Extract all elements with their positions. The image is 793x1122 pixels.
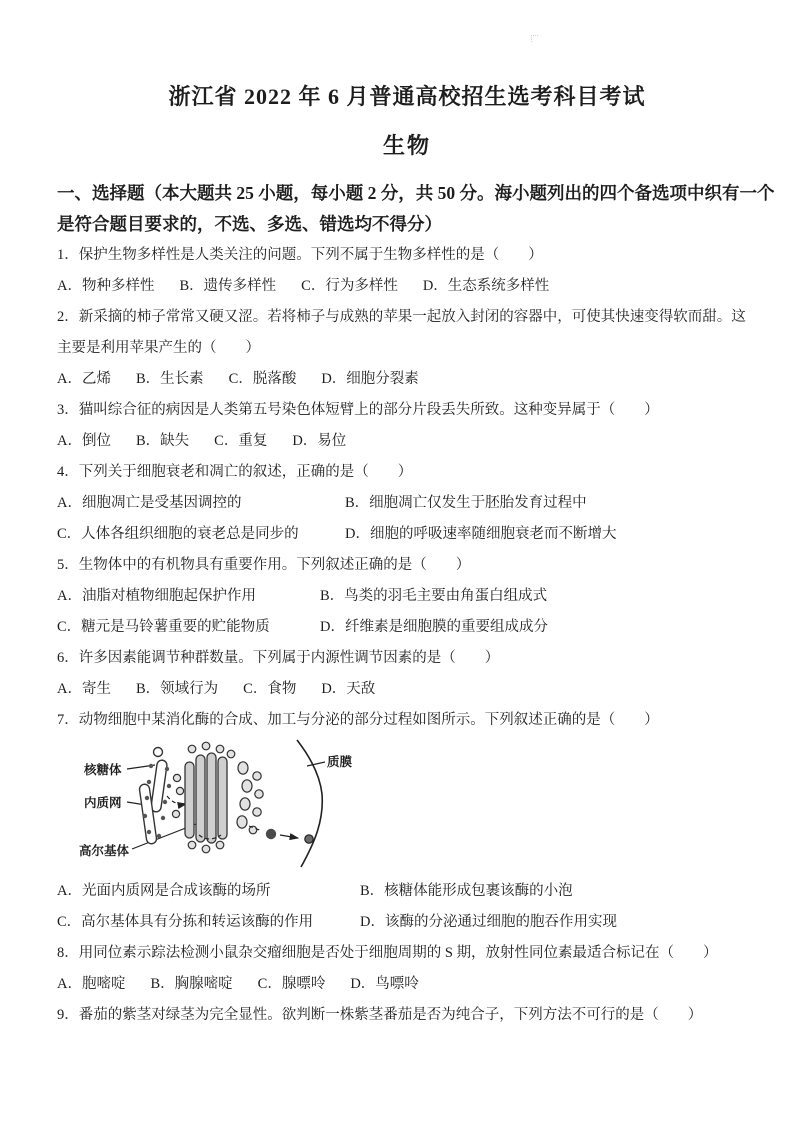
- option-b: B．遗传多样性: [179, 278, 277, 294]
- er-drawing: [139, 748, 171, 845]
- question-4-options-row2: [57, 519, 757, 550]
- question-6: [57, 643, 757, 705]
- question-2-stem-line1: 2．新采摘的柿子常常又硬又涩。若将柿子与成熟的苹果一起放入封闭的容器中，可使其快速变得软而甜。这: [57, 309, 746, 325]
- question-5-stem: 5．生物体中的有机物具有重要作用。下列叙述正确的是（ ）: [57, 557, 471, 573]
- option-c: C．重复: [214, 433, 268, 449]
- secretory-vesicle-dot: [266, 829, 276, 839]
- option-b: B．核糖体能形成包裹该酶的小泡: [360, 883, 573, 899]
- subject-title: 生物: [382, 133, 431, 158]
- vesicle-to-membrane-arrow: [280, 835, 298, 838]
- option-c: C．脱落酸: [228, 371, 297, 387]
- membrane-leader-line: [307, 762, 325, 766]
- transport-vesicles: [172, 774, 183, 817]
- scan-artifact: [531, 35, 538, 42]
- question-1-options: [57, 271, 757, 302]
- question-9-stem: 9．番茄的紫茎对绿茎为完全显性。欲判断一株紫茎番茄是否为纯合子，下列方法不可行的是（ ）: [57, 1007, 703, 1023]
- membrane-label: 质膜: [327, 755, 353, 769]
- er-top-vesicle: [154, 748, 163, 757]
- question-7-stem: 7．动物细胞中某消化酶的合成、加工与分泌的部分过程如图所示。下列叙述正确的是（ ）: [57, 712, 659, 728]
- option-c: C．腺嘌呤: [257, 976, 326, 992]
- golgi-cisterna: [207, 753, 216, 843]
- question-2-options: [57, 364, 757, 395]
- question-3-options: [57, 426, 757, 457]
- fusing-vesicle: [305, 835, 313, 843]
- golgi-apparatus-drawing: [185, 742, 263, 853]
- option-d: D．该酶的分泌通过细胞的胞吞作用实现: [360, 914, 617, 930]
- option-c: C．人体各组织细胞的衰老总是同步的: [57, 526, 299, 542]
- option-b: B．鸟类的羽毛主要由角蛋白组成式: [320, 588, 548, 604]
- er-label: 内质网: [84, 796, 122, 810]
- question-7-options-row1: [57, 876, 757, 907]
- plasma-membrane-curve: [297, 740, 322, 867]
- question-4-options-row1: [57, 488, 757, 519]
- question-8-stem: 8．用同位素示踪法检测小鼠杂交瘤细胞是否处于细胞周期的 S 期，放射性同位素最适合标记在（ ）: [57, 945, 718, 961]
- option-d: D．细胞分裂素: [321, 371, 419, 387]
- option-b: B．生长素: [135, 371, 204, 387]
- option-d: D．天敌: [321, 681, 376, 697]
- option-d: D．易位: [292, 433, 347, 449]
- question-7: [57, 705, 757, 938]
- question-8-options: [57, 969, 757, 1000]
- option-c: C．高尔基体具有分拣和转运该酶的作用: [57, 914, 314, 930]
- question-9: [57, 1000, 757, 1031]
- option-a: A．胞嘧啶: [57, 976, 126, 992]
- option-a: A．物种多样性: [57, 278, 155, 294]
- er-to-golgi-arrow: [167, 796, 186, 804]
- question-7-options-row2: [57, 907, 757, 938]
- cell-secretion-diagram: [57, 736, 757, 876]
- question-3-stem: 3．猫叫综合征的病因是人类第五号染色体短臂上的部分片段丢失所致。这种变异属于（ ）: [57, 402, 659, 418]
- option-a: A．细胞凋亡是受基因调控的: [57, 495, 242, 511]
- question-8: [57, 938, 757, 1000]
- option-a: A．寄生: [57, 681, 111, 697]
- option-a: A．倒位: [57, 433, 111, 449]
- option-c: C．食物: [243, 681, 297, 697]
- option-c: C．行为多样性: [301, 278, 398, 294]
- option-a: A．乙烯: [57, 371, 111, 387]
- question-2-stem-line2: 主要是利用苹果产生的（ ）: [57, 340, 260, 356]
- question-2: [57, 302, 757, 395]
- golgi-cisterna: [185, 762, 194, 838]
- question-5: [57, 550, 757, 643]
- er-tube-1: [150, 760, 167, 813]
- question-6-stem: 6．许多因素能调节种群数量。下列属于内源性调节因素的是（ ）: [57, 650, 500, 666]
- option-a: A．光面内质网是合成该酶的场所: [57, 883, 271, 899]
- page-title: 浙江省 2022 年 6 月普通高校招生选考科目考试: [168, 84, 646, 109]
- question-1: [57, 240, 757, 302]
- option-b: B．领域行为: [135, 681, 219, 697]
- golgi-label: 高尔基体: [79, 844, 130, 858]
- golgi-cisterna: [196, 755, 205, 842]
- option-b: B．缺失: [135, 433, 190, 449]
- question-5-options-row1: [57, 581, 757, 612]
- option-d: D．生态系统多样性: [422, 278, 550, 294]
- question-1-stem: 1．保护生物多样性是人类关注的问题。下列不属于生物多样性的是（ ）: [57, 247, 543, 263]
- question-6-options: [57, 674, 757, 705]
- question-4: [57, 457, 757, 550]
- option-d: D．细胞的呼吸速率随细胞衰老而不断增大: [345, 526, 617, 542]
- golgi-cisterna: [218, 757, 227, 839]
- option-b: B．胸腺嘧啶: [150, 976, 233, 992]
- option-d: D．纤维素是细胞膜的重要组成成分: [320, 619, 548, 635]
- ribosome-label: 核糖体: [84, 763, 122, 777]
- cell-secretion-figure: [59, 738, 359, 873]
- question-4-stem: 4．下列关于细胞衰老和凋亡的叙述，正确的是（ ）: [57, 464, 413, 480]
- question-3: [57, 395, 757, 457]
- option-a: A．油脂对植物细胞起保护作用: [57, 588, 256, 604]
- section-instructions-line2: 是符合题目要求的，不选、多选、错选均不得分）: [57, 214, 442, 234]
- section-instructions-line1: 一、选择题（本大题共 25 小题，每小题 2 分，共 50 分。海小题列出的四个备选项中织有一个: [57, 183, 775, 203]
- option-c: C．糖元是马铃薯重要的贮能物质: [57, 619, 270, 635]
- section-instructions: [57, 178, 775, 240]
- question-5-options-row2: [57, 612, 757, 643]
- option-b: B．细胞凋亡仅发生于胚胎发育过程中: [345, 495, 587, 511]
- option-d: D．鸟嘌呤: [350, 976, 419, 992]
